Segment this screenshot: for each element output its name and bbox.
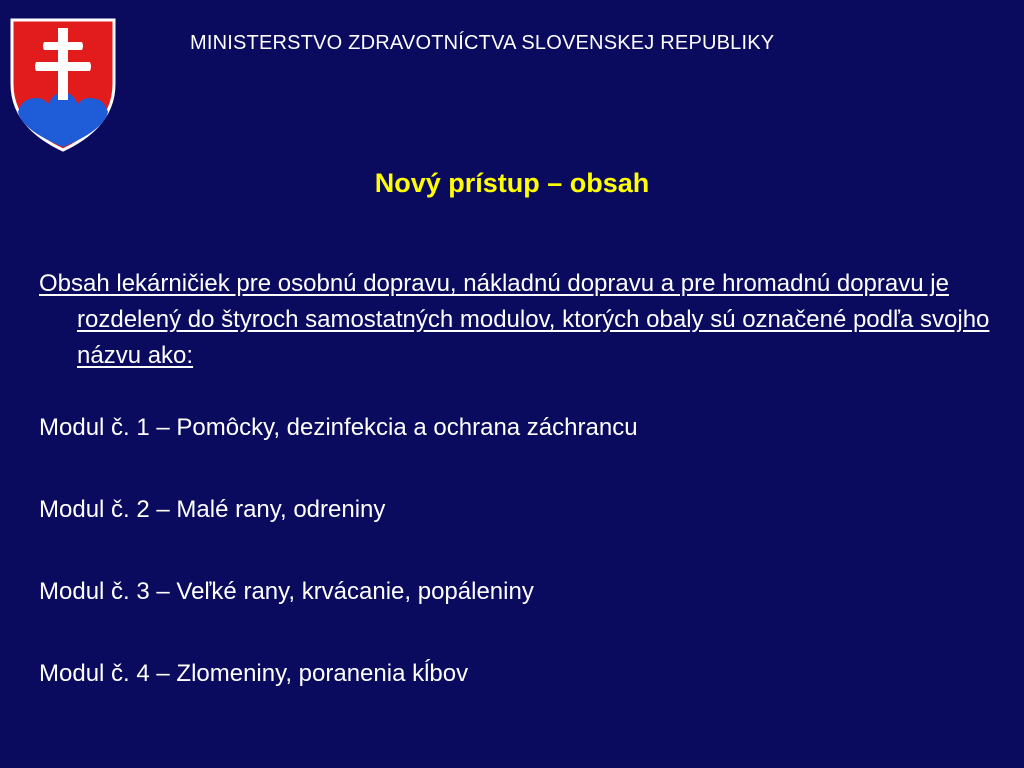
slide-title: Nový prístup – obsah [374,168,650,198]
slovak-coat-of-arms-icon [8,14,118,154]
module-item: Modul č. 2 – Malé rany, odreniny [39,496,386,523]
ministry-header: MINISTERSTVO ZDRAVOTNÍCTVA SLOVENSKEJ REPUBLIKY [190,32,775,54]
module-item: Modul č. 1 – Pomôcky, dezinfekcia a ochrana záchrancu [39,414,638,441]
module-item: Modul č. 4 – Zlomeniny, poranenia kĺbov [39,660,469,687]
intro-paragraph: Obsah lekárničiek pre osobnú dopravu, nákladnú dopravu a pre hromadnú dopravu je rozdelený do štyroch samostatných modulov, ktorých obaly sú označené podľa svojho názvu ako: [39,270,990,369]
module-item: Modul č. 3 – Veľké rany, krvácanie, popáleniny [39,578,534,605]
